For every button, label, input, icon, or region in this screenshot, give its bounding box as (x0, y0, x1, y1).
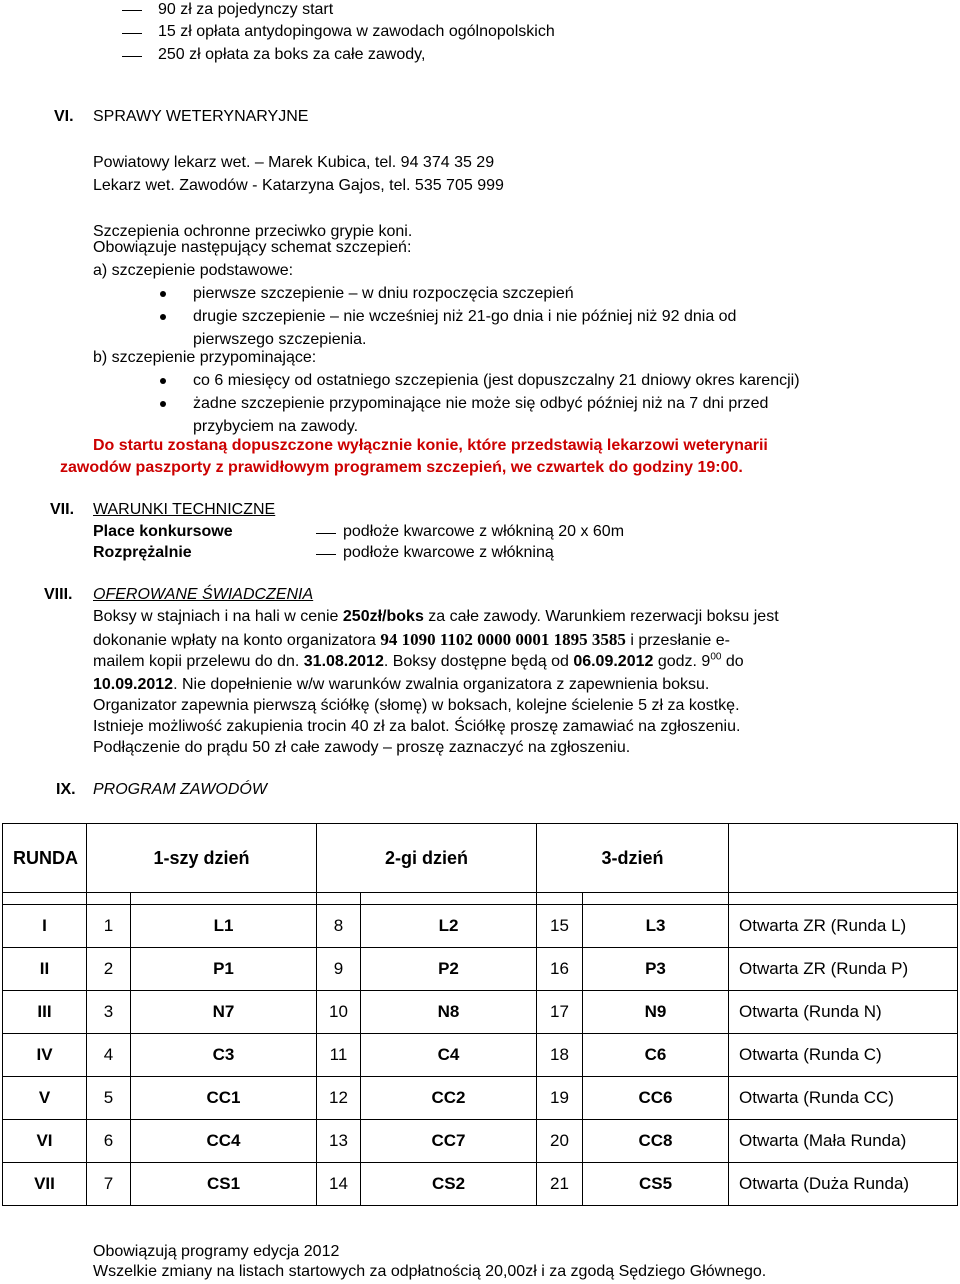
vet-line: Szczepienia ochronne przeciwko grypie koni. (93, 223, 413, 240)
vaccination-item: pierwszego szczepienia. (193, 331, 367, 348)
table-cell: 20 (537, 1120, 583, 1163)
table-row (3, 905, 958, 948)
table-cell: CC1 (131, 1077, 317, 1120)
table-cell: 13 (317, 1120, 361, 1163)
table-cell: CC4 (131, 1120, 317, 1163)
bullet (160, 314, 166, 320)
table-cell: Otwarta (Runda CC) (729, 1077, 958, 1120)
vet-line: Powiatowy lekarz wet. – Marek Kubica, tel. 94 374 35 29 (93, 154, 495, 171)
table-cell: Otwarta ZR (Runda L) (729, 905, 958, 948)
bank-account: 94 1090 1102 0000 0001 1895 3585 (380, 630, 626, 649)
section-number: VII. (50, 501, 75, 518)
table-cell: I (3, 905, 87, 948)
table-cell: Otwarta (Runda N) (729, 991, 958, 1034)
table-cell: VI (3, 1120, 87, 1163)
table-row (3, 1077, 958, 1120)
header-cell: 2-gi dzień (317, 824, 537, 893)
table-cell: N9 (583, 991, 729, 1034)
dash-marker (316, 554, 336, 555)
warning-text: zawodów paszporty z prawidłowym programem szczepień, we czwartek do godziny 19:00. (60, 459, 743, 476)
table-cell: N7 (131, 991, 317, 1034)
table-cell: 7 (87, 1163, 131, 1206)
vaccination-a-label: a) szczepienie podstawowe: (93, 262, 294, 279)
table-cell: 8 (317, 905, 361, 948)
table-cell: CS1 (131, 1163, 317, 1206)
table-cell: P1 (131, 948, 317, 991)
bullet (160, 401, 166, 407)
dash-marker (316, 533, 336, 534)
table-cell: 1 (87, 905, 131, 948)
table-header-row (3, 824, 958, 893)
offer-line: Organizator zapewnia pierwszą ściółkę (słomę) w boksach, kolejne ścielenie 5 zł za kostkę. (93, 697, 740, 714)
section-number: IX. (56, 781, 76, 798)
table-spacer-row (3, 893, 958, 905)
section-title: WARUNKI TECHNICZNE (93, 501, 276, 518)
dash-marker (122, 56, 142, 57)
table-cell: 2 (87, 948, 131, 991)
vaccination-item: drugie szczepienie – nie wcześniej niż 21-go dnia i nie później niż 92 dnia od (193, 308, 737, 325)
section-number: VI. (54, 108, 74, 125)
table-cell: C4 (361, 1034, 537, 1077)
offer-line: Istnieje możliwość zakupienia trocin 40 zł za balot. Ściółkę proszę zamawiać na zgłoszeniu. (93, 718, 741, 735)
table-row (3, 948, 958, 991)
footer-line: Wszelkie zmiany na listach startowych za odpłatnością 20,00zł i za zgodą Sędziego Głównego. (93, 1263, 767, 1280)
table-cell: VII (3, 1163, 87, 1206)
table-cell: CC2 (361, 1077, 537, 1120)
table-cell: CS5 (583, 1163, 729, 1206)
table-cell: 10 (317, 991, 361, 1034)
footer-line: Obowiązują programy edycja 2012 (93, 1243, 340, 1260)
table-cell: 15 (537, 905, 583, 948)
fee-line: 90 zł za pojedynczy start (158, 1, 334, 18)
table-cell: Otwarta (Mała Runda) (729, 1120, 958, 1163)
table-cell: 18 (537, 1034, 583, 1077)
table-cell: N8 (361, 991, 537, 1034)
table-cell: IV (3, 1034, 87, 1077)
section-title: OFEROWANE ŚWIADCZENIA (93, 586, 314, 603)
table-cell: L3 (583, 905, 729, 948)
header-cell: RUNDA (3, 824, 87, 893)
tech-value: podłoże kwarcowe z włókniną 20 x 60m (343, 523, 625, 540)
dash-marker (122, 10, 142, 11)
vaccination-item: pierwsze szczepienie – w dniu rozpoczęcia szczepień (193, 285, 574, 302)
offer-line: mailem kopii przelewu do dn. 31.08.2012. Boksy dostępne będą od 06.09.2012 godz. $9^{00}$ do (93, 651, 744, 670)
header-cell: 3-dzień (537, 824, 729, 893)
table-cell: 12 (317, 1077, 361, 1120)
table-cell: CC6 (583, 1077, 729, 1120)
program-table (2, 823, 958, 1206)
table-cell: 16 (537, 948, 583, 991)
tech-value: podłoże kwarcowe z włókniną (343, 544, 554, 561)
table-cell: C3 (131, 1034, 317, 1077)
vaccination-item: przybyciem na zawody. (193, 418, 359, 435)
table-cell: III (3, 991, 87, 1034)
table-cell: Otwarta ZR (Runda P) (729, 948, 958, 991)
tech-label: Place konkursowe (93, 523, 233, 540)
offer-line: 10.09.2012. Nie dopełnienie w/w warunków zwalnia organizatora z zapewnienia boksu. (93, 676, 710, 693)
tech-label: Rozprężalnie (93, 544, 192, 561)
table-cell: L1 (131, 905, 317, 948)
section-number: VIII. (44, 586, 73, 603)
table-cell: 9 (317, 948, 361, 991)
fee-line: 250 zł opłata za boks za całe zawody, (158, 46, 426, 63)
dash-marker (122, 33, 142, 34)
table-cell: 5 (87, 1077, 131, 1120)
bullet (160, 378, 166, 384)
table-cell: 14 (317, 1163, 361, 1206)
table-cell: CC8 (583, 1120, 729, 1163)
table-cell: 17 (537, 991, 583, 1034)
table-cell: Otwarta (Runda C) (729, 1034, 958, 1077)
table-cell: Otwarta (Duża Runda) (729, 1163, 958, 1206)
table-row (3, 1163, 958, 1206)
fee-line: 15 zł opłata antydopingowa w zawodach ogólnopolskich (158, 23, 555, 40)
table-cell: P2 (361, 948, 537, 991)
table-cell: C6 (583, 1034, 729, 1077)
table-cell: CS2 (361, 1163, 537, 1206)
offer-line: Podłączenie do prądu 50 zł całe zawody – proszę zaznaczyć na zgłoszeniu. (93, 739, 631, 756)
table-cell: 6 (87, 1120, 131, 1163)
offer-line: Boksy w stajniach i na hali w cenie 250zł/boks za całe zawody. Warunkiem rezerwacji boksu jest (93, 608, 779, 625)
table-cell: 3 (87, 991, 131, 1034)
table-cell: CC7 (361, 1120, 537, 1163)
header-cell: 1-szy dzień (87, 824, 317, 893)
vaccination-item: co 6 miesięcy od ostatniego szczepienia (jest dopuszczalny 21 dniowy okres karencji) (193, 372, 800, 389)
table-cell: 19 (537, 1077, 583, 1120)
table-row (3, 1034, 958, 1077)
vet-line: Obowiązuje następujący schemat szczepień: (93, 239, 412, 256)
table-cell: L2 (361, 905, 537, 948)
table-row (3, 991, 958, 1034)
header-cell (729, 824, 958, 893)
table-cell: P3 (583, 948, 729, 991)
section-title: PROGRAM ZAWODÓW (93, 781, 267, 798)
table-cell: 4 (87, 1034, 131, 1077)
bullet (160, 291, 166, 297)
vaccination-item: żadne szczepienie przypominające nie może się odbyć później niż na 7 dni przed (193, 395, 769, 412)
table-cell: II (3, 948, 87, 991)
table-cell: V (3, 1077, 87, 1120)
vet-line: Lekarz wet. Zawodów - Katarzyna Gajos, tel. 535 705 999 (93, 177, 504, 194)
table-cell: 11 (317, 1034, 361, 1077)
section-title: SPRAWY WETERYNARYJNE (93, 108, 309, 125)
warning-text: Do startu zostaną dopuszczone wyłącznie konie, które przedstawią lekarzowi weterynarii (93, 437, 768, 454)
offer-line: dokonanie wpłaty na konto organizatora 94 1090 1102 0000 0001 1895 3585 i przesłanie e- (93, 630, 730, 649)
table-row (3, 1120, 958, 1163)
vaccination-b-label: b) szczepienie przypominające: (93, 349, 317, 366)
table-cell: 21 (537, 1163, 583, 1206)
